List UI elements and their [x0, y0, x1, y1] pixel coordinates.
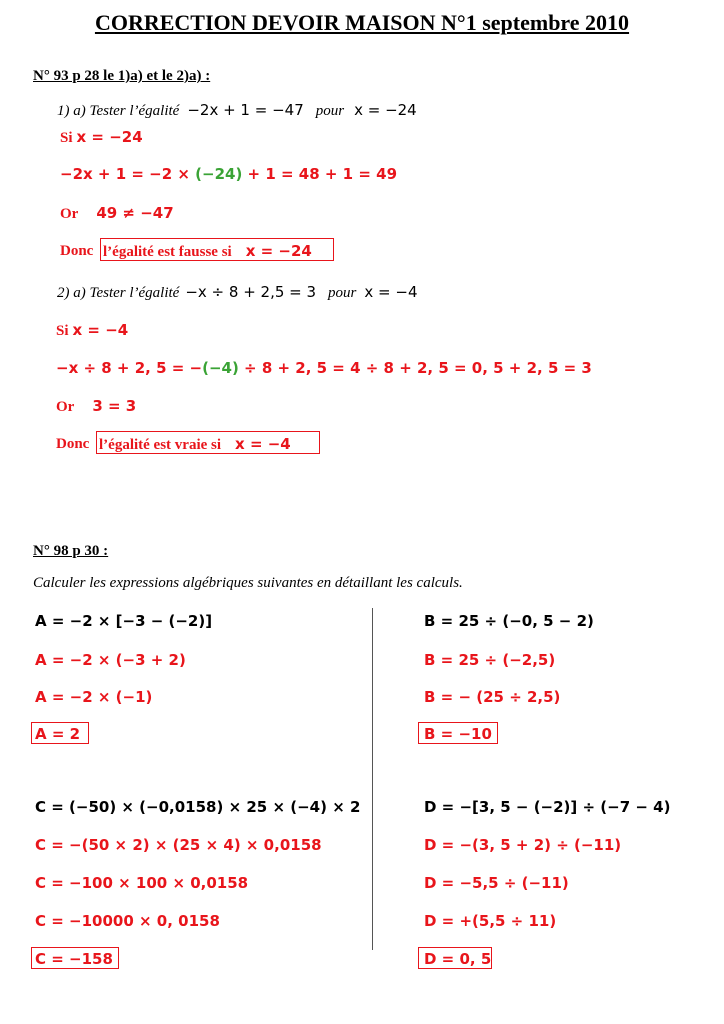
- or-expr: 49 ≠ −47: [96, 204, 174, 222]
- question-1a-cond: x = −24: [354, 101, 417, 119]
- step-si-2: [56, 321, 128, 340]
- expr-b-line-3: B = − (25 ÷ 2,5): [424, 688, 561, 706]
- step-substitution-1: [60, 165, 397, 184]
- expr-d-line-2: D = −(3, 5 + 2) ÷ (−11): [424, 836, 622, 854]
- question-2a-pour: pour: [328, 285, 357, 301]
- substitution-value: (−24): [195, 165, 243, 183]
- expr-c-result: C = −158: [35, 950, 113, 968]
- expr-a-line-2: A = −2 × (−3 + 2): [35, 651, 186, 669]
- exercise-heading-98: N° 98 p 30 :: [33, 543, 109, 559]
- step-donc-1: [60, 242, 93, 260]
- si-label: Si: [60, 130, 73, 146]
- question-2a-expr: −x ÷ 8 + 2,5 = 3: [185, 283, 317, 301]
- expr-d-result: D = 0, 5: [424, 950, 492, 968]
- substitution-part-b: ÷ 8 + 2, 5 = 4 ÷ 8 + 2, 5 = 0, 5 + 2, 5 = 3: [238, 359, 592, 377]
- expr-a-result: A = 2: [35, 725, 81, 743]
- conclusion-expr: x = −4: [235, 435, 291, 453]
- expr-c-line-2: C = −(50 × 2) × (25 × 4) × 0,0158: [35, 836, 322, 854]
- step-or-2: [56, 397, 136, 416]
- donc-label: Donc: [56, 436, 90, 452]
- expr-d-line-4: D = +(5,5 ÷ 11): [424, 912, 557, 930]
- question-1a-prompt: 1) a) Tester l’égalité: [57, 103, 180, 119]
- or-label: Or: [60, 206, 79, 222]
- question-2a: [57, 283, 417, 302]
- or-label: Or: [56, 399, 75, 415]
- step-or-1: [60, 204, 174, 223]
- substitution-part-b: + 1 = 48 + 1 = 49: [242, 165, 398, 183]
- question-1a-expr: −2x + 1 = −47: [187, 101, 304, 119]
- question-2a-prompt: 2) a) Tester l’égalité: [57, 285, 180, 301]
- expr-c-line-1: C = (−50) × (−0,0158) × 25 × (−4) × 2: [35, 798, 361, 816]
- instruction: Calculer les expressions algébriques suivantes en détaillant les calculs.: [33, 575, 463, 591]
- expr-d-line-1: D = −[3, 5 − (−2)] ÷ (−7 − 4): [424, 798, 671, 816]
- conclusion-text: l’égalité est vraie si: [99, 437, 222, 453]
- substitution-value: (−4): [202, 359, 239, 377]
- or-expr: 3 = 3: [92, 397, 137, 415]
- si-expr: x = −24: [76, 128, 143, 146]
- expr-b-line-1: B = 25 ÷ (−0, 5 − 2): [424, 612, 594, 630]
- conclusion-2: [99, 435, 291, 454]
- exercise-heading-93: N° 93 p 28 le 1)a) et le 2)a) :: [33, 68, 211, 84]
- question-1a-pour: pour: [315, 103, 345, 119]
- page-title: CORRECTION DEVOIR MAISON N°1 septembre 2010: [94, 10, 630, 35]
- conclusion-1: [103, 242, 312, 261]
- substitution-part-a: −2x + 1 = −2 ×: [60, 165, 196, 183]
- column-divider: [372, 608, 373, 950]
- expr-a-line-3: A = −2 × (−1): [35, 688, 153, 706]
- conclusion-text: l’égalité est fausse si: [103, 244, 232, 260]
- question-2a-cond: x = −4: [364, 283, 418, 301]
- expr-d-line-3: D = −5,5 ÷ (−11): [424, 874, 569, 892]
- donc-label: Donc: [60, 243, 94, 259]
- expr-a-line-1: A = −2 × [−3 − (−2)]: [35, 612, 213, 630]
- step-donc-2: [56, 435, 89, 453]
- conclusion-expr: x = −24: [245, 242, 312, 260]
- question-1a: [57, 101, 417, 120]
- expr-b-line-2: B = 25 ÷ (−2,5): [424, 651, 556, 669]
- step-si-1: [60, 128, 143, 147]
- si-expr: x = −4: [72, 321, 129, 339]
- expr-c-line-4: C = −10000 × 0, 0158: [35, 912, 220, 930]
- expr-c-line-3: C = −100 × 100 × 0,0158: [35, 874, 249, 892]
- expr-b-result: B = −10: [424, 725, 492, 743]
- substitution-part-a: −x ÷ 8 + 2, 5 = −: [56, 359, 203, 377]
- si-label: Si: [56, 323, 69, 339]
- step-substitution-2: [56, 359, 592, 378]
